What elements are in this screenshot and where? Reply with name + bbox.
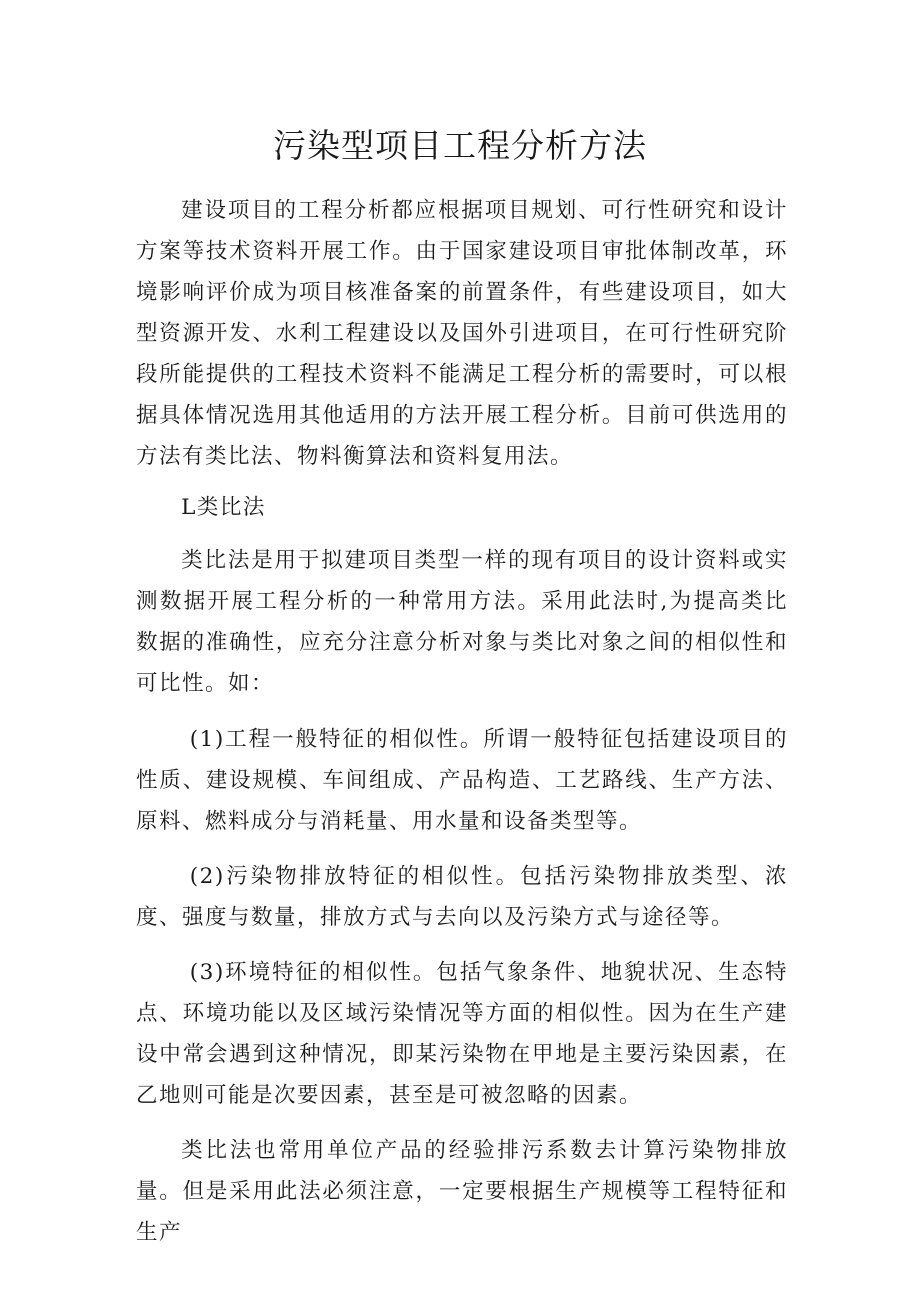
document-title: 污染型项目工程分析方法: [273, 126, 647, 165]
paragraph-emission-coefficient: 类比法也常用单位产品的经验排污系数去计算污染物排放量。但是采用此法必须注意，一定要根据生产规模等工程特征和生产: [136, 1138, 788, 1245]
paragraph-item-1: (1)工程一般特征的相似性。所谓一般特征包括建设项目的性质、建设规模、车间组成、产品构造、工艺路线、生产方法、原料、燃料成分与消耗量、用水量和设备类型等。: [136, 727, 788, 834]
section-heading-analogy: L类比法: [181, 495, 266, 520]
document-body: [136, 190, 788, 1253]
paragraph-item-3: (3)环境特征的相似性。包括气象条件、地貌状况、生态特点、环境功能以及区域污染情况等方面的相似性。因为在生产建设中常会遇到这种情况，即某污染物在甲地是主要污染因素，在乙地则可能是次要因素，甚至是可被忽略的因素。: [136, 960, 788, 1108]
paragraph-analogy-method: 类比法是用于拟建项目类型一样的现有项目的设计资料或实测数据开展工程分析的一种常用方法。采用此法时,为提高类比数据的准确性，应充分注意分析对象与类比对象之间的相似性和可比性。如：: [136, 548, 788, 696]
paragraph-item-2: (2)污染物排放特征的相似性。包括污染物排放类型、浓度、强度与数量，排放方式与去向以及污染方式与途径等。: [136, 864, 788, 930]
paragraph-intro: 建设项目的工程分析都应根据项目规划、可行性研究和设计方案等技术资料开展工作。由于国家建设项目审批体制改革，环境影响评价成为项目核准备案的前置条件，有些建设项目，如大型资源开发、水利工程建设以及国外引进项目，在可行性研究阶段所能提供的工程技术资料不能满足工程分析的需要时，可以根据具体情况选用其他适用的方法开展工程分析。目前可供选用的方法有类比法、物料衡算法和资料复用法。: [136, 198, 788, 469]
